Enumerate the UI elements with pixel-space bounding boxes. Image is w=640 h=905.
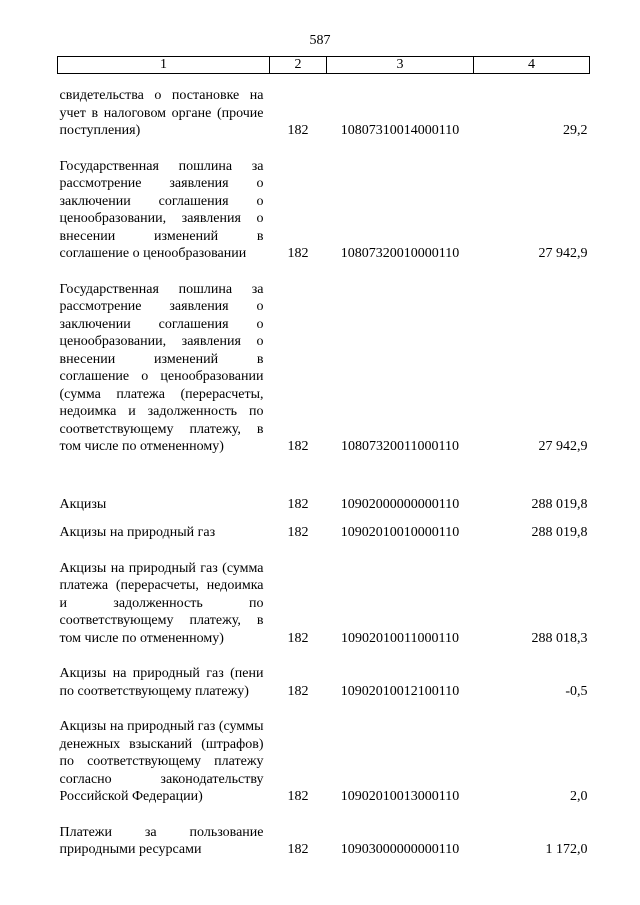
table-row: [58, 806, 590, 859]
page-number: 587: [309, 33, 331, 48]
row-amount: 27 942,9: [538, 439, 588, 454]
budget-table-container: [57, 56, 589, 859]
header-col-1: 1: [58, 57, 270, 74]
table-row: [58, 140, 590, 263]
row-name: Акцизы на природный газ (суммы денежных взысканий (штрафов) по соответствующему платежу согласно законодательству Российской Федерации): [59, 719, 264, 804]
header-col-2: 2: [270, 57, 327, 74]
row-amount: 288 019,8: [531, 525, 588, 540]
row-kbk-code: 10902010011000110: [341, 630, 459, 646]
row-admin-code: 182: [287, 789, 309, 804]
row-kbk-code: 10902000000000110: [340, 497, 460, 512]
row-admin-code: 182: [287, 123, 309, 138]
row-kbk-code: 10902010013000110: [340, 789, 460, 804]
table-row: [58, 514, 590, 542]
row-admin-code: 182: [287, 439, 309, 454]
table-body: [58, 74, 590, 859]
row-admin-code: 182: [287, 683, 309, 699]
table-row: [58, 456, 590, 514]
row-kbk-code: 10807320010000110: [340, 246, 460, 261]
row-amount: 288 019,8: [531, 497, 588, 512]
row-name: Акцизы на природный газ (пени по соответствующему платежу): [59, 666, 264, 699]
row-admin-code: 182: [287, 497, 309, 512]
header-row: [58, 57, 590, 74]
budget-table: [57, 56, 590, 859]
row-amount: -0,5: [565, 683, 588, 699]
row-kbk-code: 10902010010000110: [340, 525, 460, 540]
row-name: Платежи за пользование природными ресурсами: [59, 824, 264, 857]
table-header: [58, 57, 590, 74]
row-name: Государственная пошлина за рассмотрение заявления о заключении соглашения о ценообразовании, заявления о внесении изменений в соглашение о ценообразовании: [59, 158, 264, 261]
row-amount: 27 942,9: [538, 246, 588, 261]
table-row: [58, 263, 590, 456]
table-row: [58, 647, 590, 700]
table-row: [58, 700, 590, 806]
row-admin-code: 182: [287, 842, 309, 857]
table-row: [58, 74, 590, 140]
row-name: свидетельства о постановке на учет в налоговом органе (прочие поступления): [59, 88, 264, 138]
table-row: [58, 542, 590, 648]
header-col-4: 4: [474, 57, 590, 74]
header-col-3: 3: [327, 57, 474, 74]
row-kbk-code: 10807320011000110: [341, 439, 459, 454]
row-amount: 2,0: [570, 789, 588, 804]
row-kbk-code: 10903000000000110: [340, 842, 460, 857]
row-amount: 29,2: [563, 123, 588, 138]
row-admin-code: 182: [287, 525, 309, 540]
row-kbk-code: 10902010012100110: [340, 683, 460, 699]
row-admin-code: 182: [287, 630, 309, 646]
row-name: Акцизы на природный газ (сумма платежа (перерасчеты, недоимка и задолженность по соответствующему платежу, в том числе по отмененному): [59, 560, 264, 646]
row-kbk-code: 10807310014000110: [340, 123, 460, 138]
row-name: Акцизы: [59, 497, 107, 512]
row-name: Акцизы на природный газ: [59, 525, 216, 540]
row-amount: 288 018,3: [531, 630, 588, 646]
row-admin-code: 182: [287, 246, 309, 261]
row-name: Государственная пошлина за рассмотрение заявления о заключении соглашения о ценообразовании, заявления о внесении изменений в соглашение о ценообразовании (сумма платежа (перерасчеты, недоимка и задолженность по соответствующему платежу, в том числе по отмененному): [59, 281, 264, 454]
row-amount: 1 172,0: [545, 842, 588, 857]
